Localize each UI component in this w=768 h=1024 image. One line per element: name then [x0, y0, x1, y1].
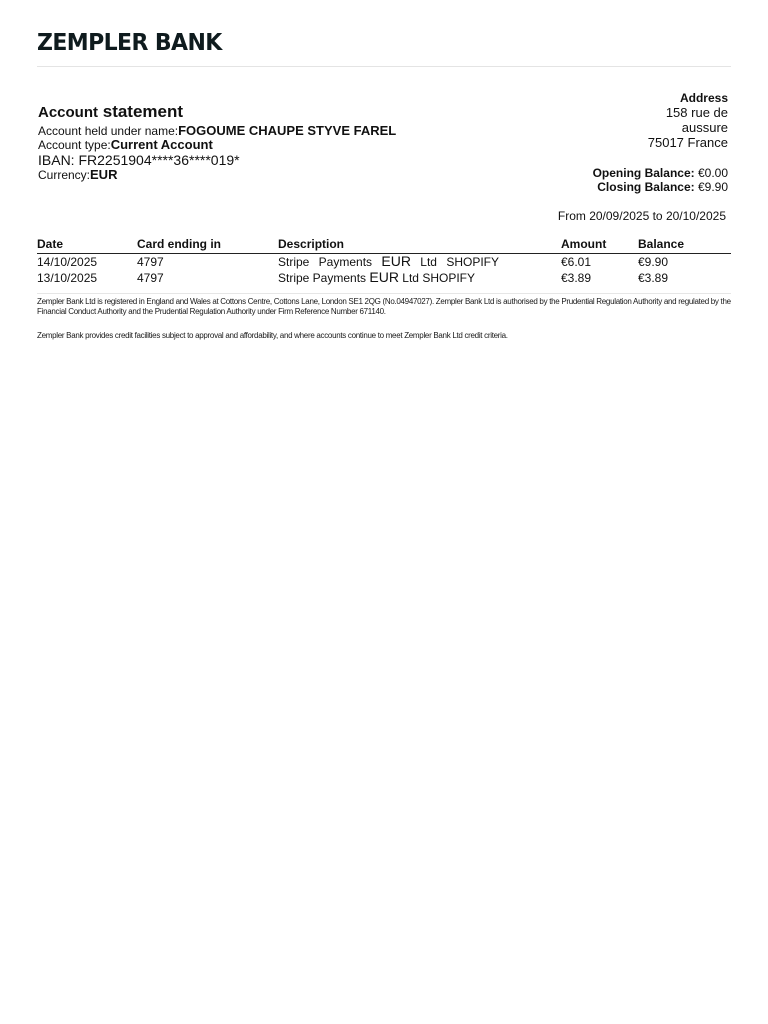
- header-description: Description: [278, 236, 561, 254]
- cell-card: 4797: [137, 270, 164, 285]
- cell-amount: €6.01: [561, 254, 592, 269]
- header-amount: Amount: [561, 236, 638, 254]
- header-divider: [37, 66, 731, 67]
- transactions-table: [37, 236, 731, 286]
- cell-description: Stripe Payments EUR Ltd SHOPIFY: [278, 269, 475, 285]
- footer-divider: [37, 293, 731, 294]
- account-type: Account type:Current Account: [38, 137, 213, 152]
- table-row: [37, 270, 731, 286]
- address-line: 75017 France: [647, 135, 728, 150]
- cell-amount: €3.89: [561, 270, 592, 285]
- cell-balance: €3.89: [638, 270, 669, 285]
- table-header-row: [37, 236, 731, 254]
- header-date: Date: [37, 236, 137, 254]
- cell-balance: €9.90: [638, 254, 669, 269]
- address-title: Address: [679, 91, 728, 105]
- opening-balance: Opening Balance: €0.00: [592, 166, 728, 180]
- statement-title: Account statement: [38, 102, 184, 121]
- address-block: [488, 91, 728, 194]
- bank-logo: ZEMPLER BANK: [37, 30, 222, 57]
- cell-date: 13/10/2025: [37, 270, 98, 285]
- account-holder: Account held under name:FOGOUME CHAUPE STYVE FAREL: [38, 123, 397, 138]
- address-line: aussure: [681, 120, 728, 135]
- header-balance: Balance: [638, 236, 731, 254]
- credit-notice: Zempler Bank provides credit facilities subject to approval and affordability, and where accounts continue to meet Zempler Bank Ltd credit criteria.: [37, 331, 508, 340]
- table-row: [37, 254, 731, 271]
- cell-card: 4797: [137, 254, 164, 269]
- account-info: [38, 102, 398, 182]
- statement-period: From 20/09/2025 to 20/10/2025: [557, 209, 726, 223]
- balances: [488, 166, 728, 194]
- address-line: 158 rue de: [665, 105, 728, 120]
- closing-balance: Closing Balance: €9.90: [597, 180, 728, 194]
- currency: Currency:EUR: [38, 167, 118, 182]
- header-card: Card ending in: [137, 236, 278, 254]
- legal-notice: Zempler Bank Ltd is registered in England and Wales at Cottons Centre, Cottons Lane, London SE1 2QG (No.04947027). Zempler Bank Ltd is authorised by the Prudential Regulation Authority and regulated by the Financial Conduct Authority and the Prudential Regulation Authority under Firm Reference Number 671140.: [37, 297, 731, 316]
- cell-date: 14/10/2025: [37, 254, 98, 269]
- cell-description: Stripe Payments EUR Ltd SHOPIFY: [278, 253, 499, 269]
- iban: IBAN: FR2251904****36****019*: [38, 152, 240, 168]
